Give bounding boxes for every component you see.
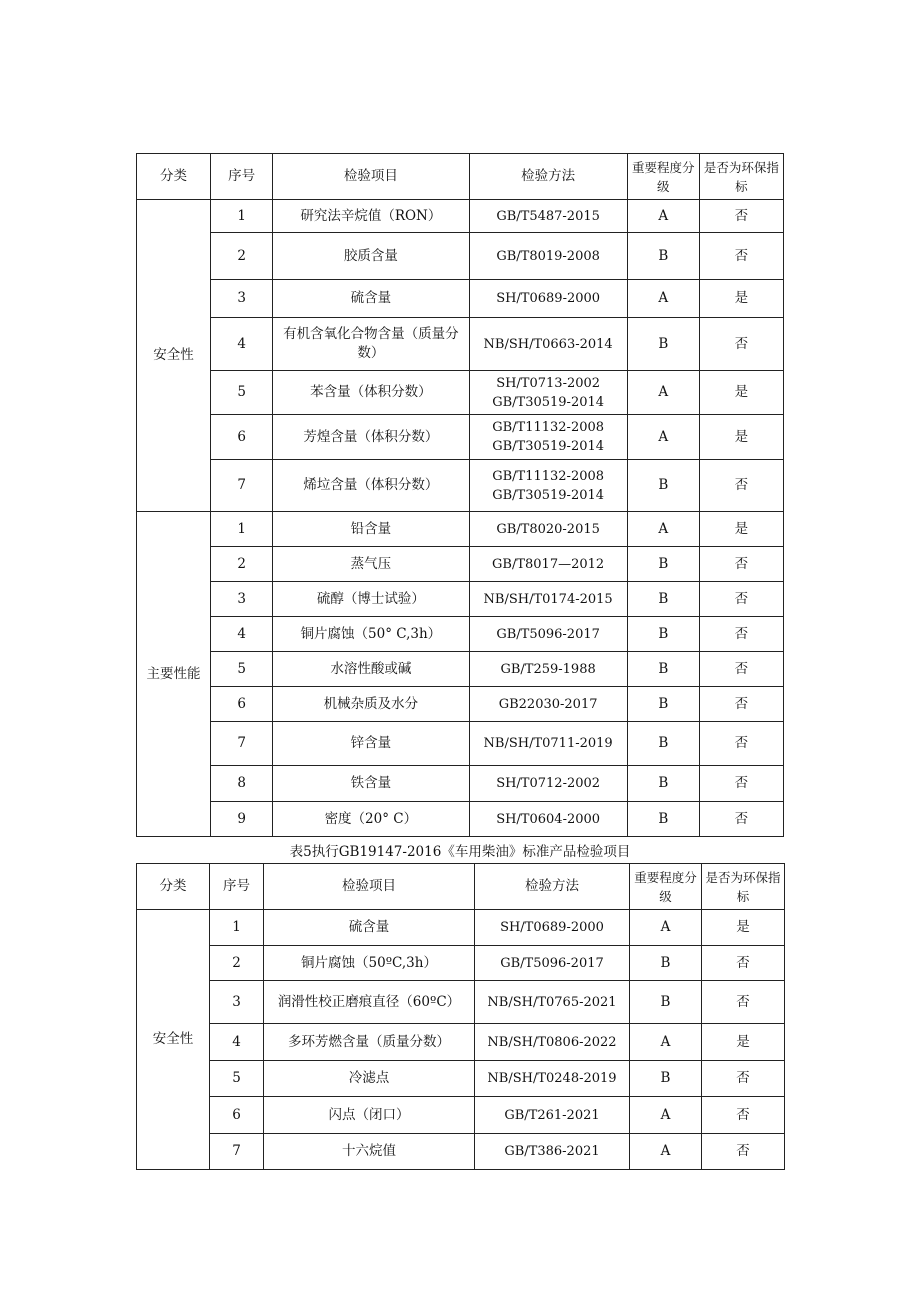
- inspection-method: [469, 460, 627, 512]
- method-line: SH/T0604-2000: [496, 811, 601, 827]
- inspection-item: 铜片腐蚀（50° C,3h）: [273, 617, 469, 652]
- row-number: 8: [211, 766, 273, 802]
- inspection-item: 锌含量: [273, 722, 469, 766]
- importance-level: A: [630, 910, 702, 946]
- header-env: 是否为环保指标: [702, 864, 785, 910]
- method-line: GB/T11132-2008: [492, 468, 605, 484]
- table-row: [137, 910, 785, 946]
- env-indicator: 否: [702, 1134, 785, 1170]
- inspection-method: [469, 617, 627, 652]
- importance-level: B: [627, 617, 699, 652]
- table-row: [137, 233, 784, 280]
- row-number: 7: [210, 1134, 264, 1170]
- method-line: GB/T259-1988: [500, 661, 596, 677]
- table-row: [137, 415, 784, 460]
- env-indicator: 否: [699, 617, 783, 652]
- header-row: [137, 154, 784, 200]
- row-number: 4: [210, 1024, 264, 1061]
- method-line: NB/SH/T0711-2019: [483, 736, 613, 751]
- env-indicator: 是: [699, 280, 783, 318]
- importance-level: A: [630, 1097, 702, 1134]
- importance-level: B: [627, 766, 699, 802]
- inspection-item: 胶质含量: [273, 233, 469, 280]
- env-indicator: 否: [699, 318, 783, 371]
- importance-level: B: [627, 722, 699, 766]
- table-row: [137, 371, 784, 415]
- importance-level: A: [630, 1134, 702, 1170]
- table-row: [137, 687, 784, 722]
- row-number: 7: [211, 722, 273, 766]
- env-indicator: 否: [702, 946, 785, 981]
- table-row: [137, 200, 784, 233]
- importance-level: B: [627, 460, 699, 512]
- inspection-item: 蒸气压: [273, 547, 469, 582]
- env-indicator: 是: [702, 1024, 785, 1061]
- inspection-method: [469, 512, 627, 547]
- inspection-method: [469, 318, 627, 371]
- method-line: GB/T30519-2014: [492, 439, 605, 454]
- table-row: [137, 946, 785, 981]
- env-indicator: 否: [702, 1097, 785, 1134]
- env-indicator: 否: [699, 460, 783, 512]
- table-row: [137, 547, 784, 582]
- env-indicator: 否: [699, 766, 783, 802]
- importance-level: A: [627, 371, 699, 415]
- row-number: 5: [210, 1061, 264, 1097]
- inspection-item: 十六烷值: [264, 1134, 475, 1170]
- inspection-method: [469, 280, 627, 318]
- method-line: GB/T30519-2014: [492, 487, 605, 503]
- env-indicator: 否: [699, 547, 783, 582]
- row-number: 6: [211, 415, 273, 460]
- header-row: [137, 864, 785, 910]
- importance-level: B: [627, 802, 699, 837]
- importance-level: B: [630, 946, 702, 981]
- inspection-item: 铁含量: [273, 766, 469, 802]
- inspection-method: [469, 415, 627, 460]
- inspection-method: [469, 652, 627, 687]
- header-item: 检验项目: [273, 154, 469, 200]
- table-row: [137, 1097, 785, 1134]
- env-indicator: 否: [702, 1061, 785, 1097]
- inspection-item: 铅含量: [273, 512, 469, 547]
- method-line: NB/SH/T0248-2019: [487, 1071, 617, 1086]
- inspection-item: 润滑性校正磨痕直径（60ºC）: [264, 981, 475, 1024]
- row-number: 1: [211, 512, 273, 547]
- env-indicator: 否: [699, 722, 783, 766]
- table-row: [137, 617, 784, 652]
- inspection-item: 苯含量（体积分数）: [273, 371, 469, 415]
- table-row: [137, 280, 784, 318]
- importance-level: B: [627, 547, 699, 582]
- table-row: [137, 582, 784, 617]
- method-line: GB/T8017—2012: [492, 556, 605, 572]
- table-row: [137, 1134, 785, 1170]
- inspection-method: [475, 1097, 630, 1134]
- row-number: 7: [211, 460, 273, 512]
- row-number: 9: [211, 802, 273, 837]
- importance-level: B: [627, 652, 699, 687]
- importance-level: B: [630, 1061, 702, 1097]
- method-line: NB/SH/T0765-2021: [487, 994, 617, 1010]
- method-line: SH/T0712-2002: [496, 776, 601, 791]
- table-caption: 表5执行GB19147-2016《车用柴油》标准产品检验项目: [289, 844, 631, 860]
- row-number: 6: [210, 1097, 264, 1134]
- env-indicator: 是: [699, 512, 783, 547]
- env-indicator: 是: [699, 371, 783, 415]
- method-line: GB/T5096-2017: [496, 626, 600, 642]
- importance-level: B: [627, 318, 699, 371]
- method-line: GB/T261-2021: [504, 1107, 600, 1123]
- method-line: NB/SH/T0806-2022: [487, 1034, 617, 1050]
- header-method: 检验方法: [475, 864, 630, 910]
- header-level: 重要程度分级: [630, 864, 702, 910]
- env-indicator: 是: [702, 910, 785, 946]
- table-row: [137, 652, 784, 687]
- inspection-method: [475, 1134, 630, 1170]
- inspection-method: [475, 1024, 630, 1061]
- inspection-method: [469, 687, 627, 722]
- env-indicator: 是: [699, 415, 783, 460]
- table-row: [137, 981, 785, 1024]
- method-line: NB/SH/T0663-2014: [483, 336, 613, 352]
- env-indicator: 否: [699, 233, 783, 280]
- importance-level: A: [627, 280, 699, 318]
- method-line: GB/T8019-2008: [496, 248, 600, 264]
- method-line: NB/SH/T0174-2015: [483, 591, 613, 607]
- row-number: 5: [211, 652, 273, 687]
- header-category: 分类: [137, 154, 211, 200]
- header-number: 序号: [210, 864, 264, 910]
- row-number: 2: [210, 946, 264, 981]
- inspection-item: 硫含量: [273, 280, 469, 318]
- header-level: 重要程度分级: [627, 154, 699, 200]
- inspection-method: [469, 582, 627, 617]
- method-line: SH/T0689-2000: [496, 291, 601, 306]
- inspection-item: 密度（20° C）: [273, 802, 469, 837]
- importance-level: B: [627, 582, 699, 617]
- row-number: 2: [211, 233, 273, 280]
- inspection-method: [469, 802, 627, 837]
- env-indicator: 否: [699, 687, 783, 722]
- inspection-method: [469, 547, 627, 582]
- method-line: GB22030-2017: [498, 696, 598, 712]
- inspection-method: [475, 1061, 630, 1097]
- inspection-method: [475, 981, 630, 1024]
- inspection-item: 多环芳燃含量（质量分数）: [264, 1024, 475, 1061]
- method-line: GB/T5096-2017: [500, 955, 604, 971]
- inspection-item: 研究法辛烷值（RON）: [273, 200, 469, 233]
- category-cell: 安全性: [137, 200, 211, 512]
- method-line: SH/T0689-2000: [500, 920, 604, 935]
- inspection-method: [469, 371, 627, 415]
- method-line: SH/T0713-2002: [496, 375, 601, 391]
- table-row: [137, 1024, 785, 1061]
- inspection-item: 有机含氧化合物含量（质量分数）: [273, 318, 469, 371]
- env-indicator: 否: [699, 802, 783, 837]
- method-line: GB/T5487-2015: [496, 208, 600, 224]
- inspection-method: [475, 910, 630, 946]
- env-indicator: 否: [699, 582, 783, 617]
- diesel-inspection-table: [136, 863, 785, 1170]
- table-row: [137, 512, 784, 547]
- header-method: 检验方法: [469, 154, 627, 200]
- row-number: 3: [210, 981, 264, 1024]
- inspection-item: 冷滤点: [264, 1061, 475, 1097]
- inspection-item: 芳煌含量（体积分数）: [273, 415, 469, 460]
- importance-level: A: [627, 415, 699, 460]
- inspection-item: 闪点（闭口）: [264, 1097, 475, 1134]
- inspection-item: 机械杂质及水分: [273, 687, 469, 722]
- header-number: 序号: [211, 154, 273, 200]
- method-line: GB/T11132-2008: [492, 420, 605, 435]
- row-number: 3: [211, 280, 273, 318]
- gasoline-inspection-table: [136, 153, 784, 837]
- header-env: 是否为环保指标: [699, 154, 783, 200]
- inspection-method: [475, 946, 630, 981]
- method-line: GB/T8020-2015: [496, 521, 600, 537]
- env-indicator: 否: [702, 981, 785, 1024]
- row-number: 3: [211, 582, 273, 617]
- inspection-item: 铜片腐蚀（50ºC,3h）: [264, 946, 475, 981]
- row-number: 4: [211, 318, 273, 371]
- category-cell: 安全性: [137, 910, 210, 1170]
- inspection-method: [469, 766, 627, 802]
- inspection-item: 烯垃含量（体积分数）: [273, 460, 469, 512]
- importance-level: B: [630, 981, 702, 1024]
- table-row: [137, 1061, 785, 1097]
- row-number: 4: [211, 617, 273, 652]
- header-item: 检验项目: [264, 864, 475, 910]
- inspection-method: [469, 722, 627, 766]
- table-row: [137, 460, 784, 512]
- method-line: GB/T30519-2014: [492, 394, 605, 410]
- env-indicator: 否: [699, 652, 783, 687]
- importance-level: A: [627, 200, 699, 233]
- row-number: 1: [210, 910, 264, 946]
- importance-level: B: [627, 233, 699, 280]
- env-indicator: 否: [699, 200, 783, 233]
- method-line: GB/T386-2021: [504, 1144, 600, 1159]
- header-category: 分类: [137, 864, 210, 910]
- inspection-method: [469, 200, 627, 233]
- row-number: 1: [211, 200, 273, 233]
- importance-level: B: [627, 687, 699, 722]
- table-row: [137, 802, 784, 837]
- importance-level: A: [627, 512, 699, 547]
- row-number: 6: [211, 687, 273, 722]
- inspection-item: 硫含量: [264, 910, 475, 946]
- table-row: [137, 722, 784, 766]
- table-row: [137, 318, 784, 371]
- inspection-method: [469, 233, 627, 280]
- table-row: [137, 766, 784, 802]
- row-number: 2: [211, 547, 273, 582]
- importance-level: A: [630, 1024, 702, 1061]
- inspection-item: 水溶性酸或碱: [273, 652, 469, 687]
- row-number: 5: [211, 371, 273, 415]
- category-cell: 主要性能: [137, 512, 211, 837]
- inspection-item: 硫醇（博士试验）: [273, 582, 469, 617]
